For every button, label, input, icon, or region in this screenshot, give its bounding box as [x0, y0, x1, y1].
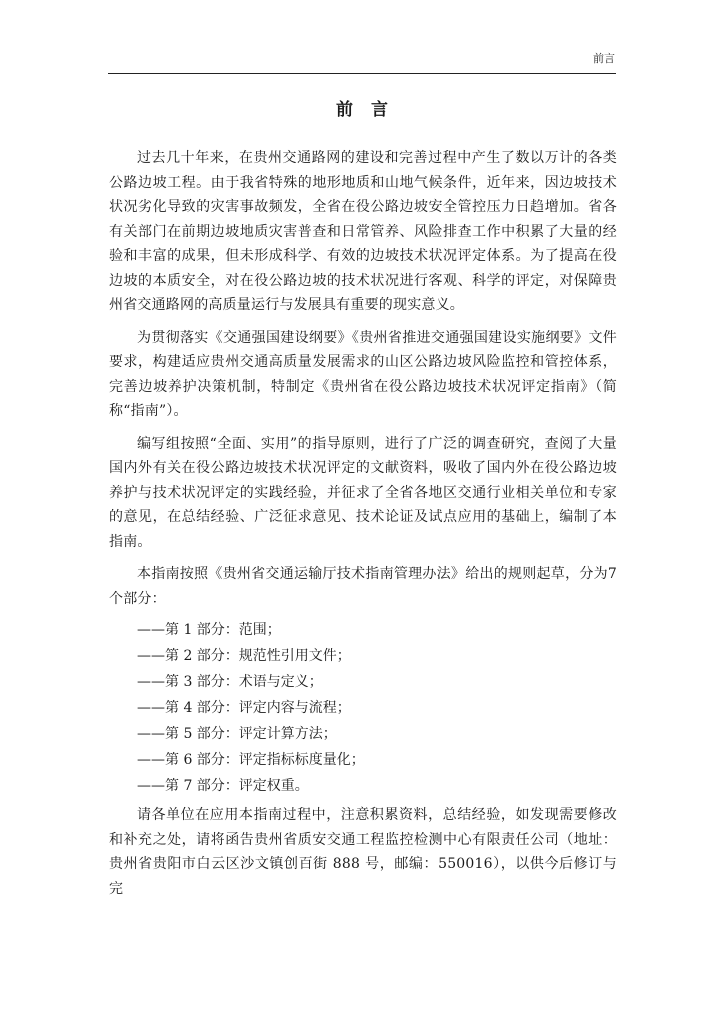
list-item: ——第 3 部分：术语与定义； [137, 674, 323, 690]
paragraph-method: 编写组按照“全面、实用”的指导原则，进行了广泛的调查研究，查阅了大量国内外有关在役公路边坡技术状况评定的文献资料，吸收了国内外在役公路边坡养护与技术状况评定的实践经验，并征求了全省各地区交通行业相关单位和专家的意见，在总结经验、广泛征求意见、技术论证及试点应用的基础上，编制了本指南。 [109, 435, 617, 550]
list-item: ——第 6 部分：评定指标标度量化； [137, 752, 365, 768]
list-item: ——第 4 部分：评定内容与流程； [137, 700, 351, 716]
page-title: 前言 [336, 100, 406, 120]
list-item: ——第 1 部分：范围； [137, 622, 281, 638]
body-text [109, 146, 617, 901]
list-item: ——第 2 部分：规范性引用文件； [137, 648, 351, 664]
paragraph-background: 过去几十年来，在贵州交通路网的建设和完善过程中产生了数以万计的各类公路边坡工程。由于我省特殊的地形地质和山地气候条件，近年来，因边坡技术状况劣化导致的灾害事故频发，全省在役公路边坡安全管控压力日趋增加。省各有关部门在前期边坡地质灾害普查和日常管养、风险排查工作中积累了大量的经验和丰富的成果，但未形成科学、有效的边坡技术状况评定体系。为了提高在役边坡的本质安全，对在役公路边坡的技术状况进行客观、科学的评定，对保障贵州省交通路网的高质量运行与发展具有重要的现实意义。 [109, 150, 617, 313]
paragraph-structure: 本指南按照《贵州省交通运输厅技术指南管理办法》给出的规则起草，分为7个部分： [109, 566, 617, 607]
header-rule [108, 73, 616, 74]
paragraph-closing: 请各单位在应用本指南过程中，注意积累资料，总结经验，如发现需要修改和补充之处，请将函告贵州省质安交通工程监控检测中心有限责任公司（地址：贵州省贵阳市白云区沙文镇创百街 888 号，邮编：550016），以供今后修订与完 [109, 807, 617, 897]
parts-list [109, 617, 617, 799]
list-item: ——第 7 部分：评定权重。 [137, 778, 309, 794]
running-header: 前言 [593, 52, 615, 65]
paragraph-purpose: 为贯彻落实《交通强国建设纲要》《贵州省推进交通强国建设实施纲要》文件要求，构建适应贵州交通高质量发展需求的山区公路边坡风险监控和管控体系，完善边坡养护决策机制，特制定《贵州省在役公路边坡技术状况评定指南》（简称“指南”）。 [109, 329, 617, 419]
list-item: ——第 5 部分：评定计算方法； [137, 726, 337, 742]
